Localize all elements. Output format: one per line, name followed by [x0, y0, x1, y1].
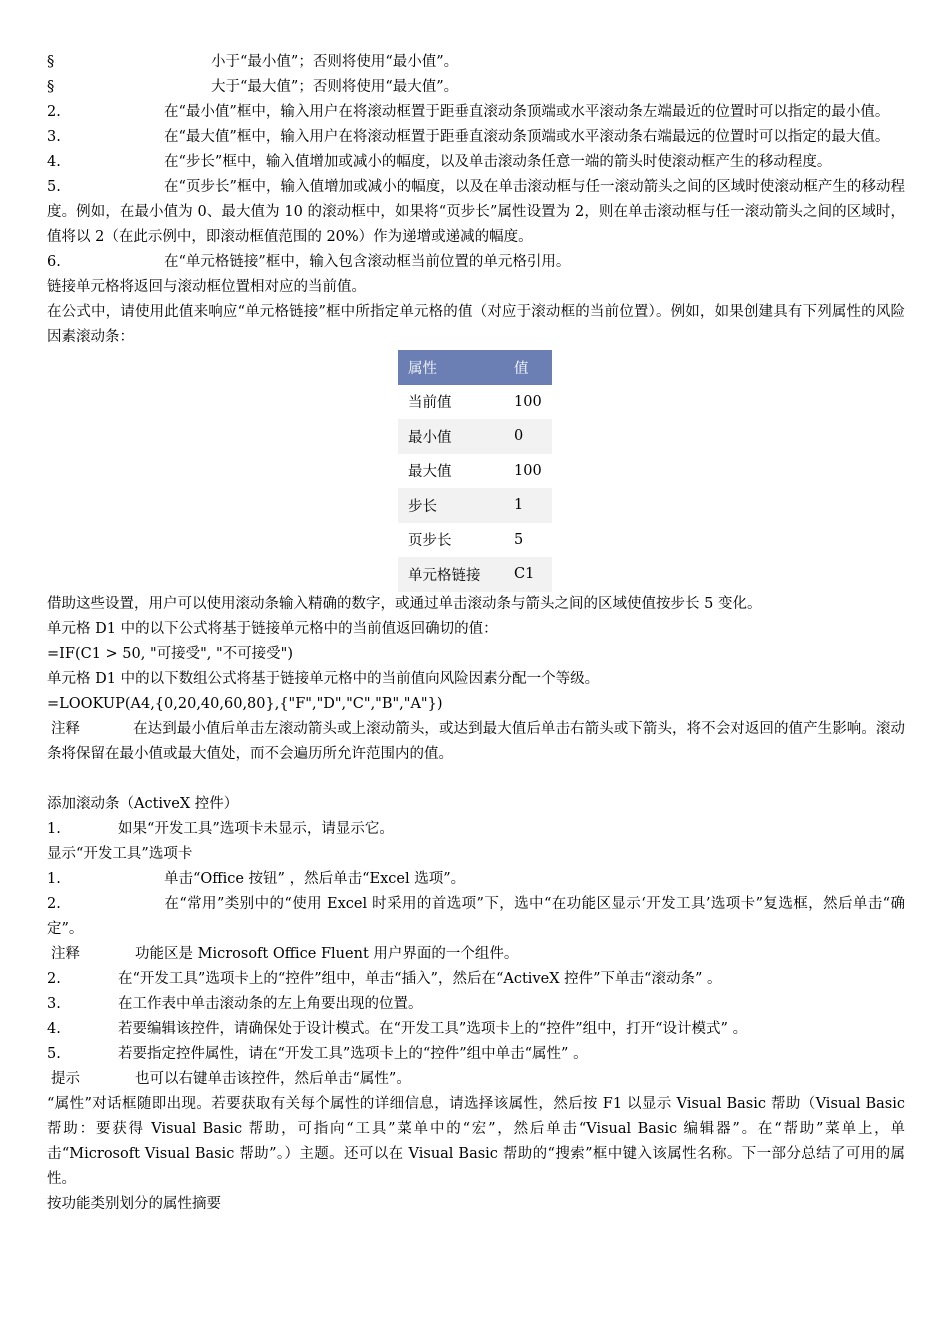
paragraph-settings: 借助这些设置，用户可以使用滚动条输入精确的数字，或通过单击滚动条与箭头之间的区域使值按步长 5 变化。 [47, 595, 762, 612]
table-cell: C1 [504, 557, 552, 592]
activex-step-1 [47, 817, 905, 842]
table-row [398, 523, 552, 558]
bullet-marker: § [47, 54, 55, 70]
table-cell: 最大值 [398, 454, 504, 489]
note-ribbon [47, 942, 905, 967]
step-text: 若要编辑该控件，请确保处于设计模式。在“开发工具”选项卡上的“控件”组中，打开“设计模式” 。 [118, 1020, 748, 1037]
step-number: 5. [47, 179, 61, 195]
paragraph-properties-summary: 按功能类别划分的属性摘要 [47, 1195, 221, 1212]
blank-line [47, 767, 905, 792]
step-text: 在“最小值”框中，输入用户在将滚动框置于距垂直滚动条顶端或水平滚动条左端最近的位置时可以指定的最小值。 [164, 104, 890, 120]
note-text: 功能区是 Microsoft Office Fluent 用户界面的一个组件。 [135, 945, 519, 962]
step-text: 在“单元格链接”框中，输入包含滚动框当前位置的单元格引用。 [164, 254, 571, 270]
bullet-item-max [47, 75, 905, 100]
table-header-cell: 值 [504, 350, 552, 385]
table-row [398, 557, 552, 592]
table-cell: 页步长 [398, 523, 504, 558]
section-heading-activex: 添加滚动条（ActiveX 控件） [47, 795, 239, 812]
step-4 [47, 150, 905, 175]
dev-tab-step-2 [47, 892, 905, 942]
bullet-marker: § [47, 79, 55, 95]
step-number: 4. [47, 154, 61, 170]
step-number: 3. [47, 995, 61, 1012]
note-text: 在达到最小值后单击左滚动箭头或上滚动箭头，或达到最大值后单击右箭头或下箭头，将不会对返回的值产生影响。滚动条将保留在最小值或最大值处，而不会遍历所允许范围内的值。 [47, 720, 905, 762]
table-cell: 1 [504, 488, 552, 523]
step-number: 2. [47, 895, 61, 912]
step-text: 单击“Office 按钮” ，然后单击“Excel 选项”。 [164, 870, 466, 887]
table-cell: 100 [504, 385, 552, 420]
step-text: 在“步长”框中，输入值增加或减小的幅度，以及单击滚动条任意一端的箭头时使滚动框产生的移动程度。 [164, 154, 832, 170]
step-number: 4. [47, 1020, 61, 1037]
table-row [398, 454, 552, 489]
step-3 [47, 125, 905, 150]
note-label: 注释 [51, 720, 80, 737]
formula-if: =IF(C1 > 50, "可接受", "不可接受") [47, 645, 294, 662]
paragraph-array-formula: 单元格 D1 中的以下数组公式将基于链接单元格中的当前值向风险因素分配一个等级。 [47, 670, 600, 687]
tip-text: 也可以右键单击该控件，然后单击“属性”。 [135, 1070, 411, 1087]
step-text: 在“开发工具”选项卡上的“控件”组中，单击“插入”，然后在“ActiveX 控件”下单击“滚动条” 。 [118, 970, 722, 987]
table-header-cell: 属性 [398, 350, 504, 385]
step-text: 在“常用”类别中的“使用 Excel 时采用的首选项”下，选中“在功能区显示‘开发工具’选项卡”复选框，然后单击“确定”。 [47, 895, 905, 937]
paragraph-linked-cell: 链接单元格将返回与滚动框位置相对应的当前值。 [47, 279, 366, 295]
table-cell: 单元格链接 [398, 557, 504, 592]
step-number: 2. [47, 104, 61, 120]
table-cell: 步长 [398, 488, 504, 523]
paragraph-properties-dialog: “属性”对话框随即出现。若要获取有关每个属性的详细信息，请选择该属性，然后按 F1 以显示 Visual Basic 帮助（Visual Basic 帮助：要获得 Visual Basic 帮助，可指向“工具”菜单中的“宏”，然后单击“Visual Basic 编辑器”。在“帮助”菜单上，单击“Microsoft Visual Basic 帮助”。）主题。还可以在 Visual Basic 帮助的“搜索”框中键入该属性名称。下一部分总结了可用的属性。 [47, 1095, 905, 1187]
note-scrollbar-limits [47, 717, 905, 767]
tip-right-click [47, 1067, 905, 1092]
table-cell: 5 [504, 523, 552, 558]
paragraph-formula-intro: 在公式中，请使用此值来响应“单元格链接”框中所指定单元格的值（对应于滚动框的当前位置）。例如，如果创建具有下列属性的风险因素滚动条： [47, 304, 905, 345]
step-2 [47, 100, 905, 125]
bullet-item-min [47, 50, 905, 75]
table-header-row [398, 350, 552, 385]
step-number: 3. [47, 129, 61, 145]
table-row [398, 488, 552, 523]
properties-table [398, 350, 552, 592]
step-text: 若要指定控件属性，请在“开发工具”选项卡上的“控件”组中单击“属性” 。 [118, 1045, 588, 1062]
activex-step-4 [47, 1017, 905, 1042]
document-page [47, 50, 905, 1217]
step-text: 在工作表中单击滚动条的左上角要出现的位置。 [118, 995, 423, 1012]
step-6 [47, 250, 905, 275]
subheading-developer-tab: 显示“开发工具”选项卡 [47, 845, 193, 862]
bullet-text: 大于“最大值”；否则将使用“最大值”。 [211, 79, 459, 95]
note-label: 注释 [51, 945, 80, 962]
table-cell: 当前值 [398, 385, 504, 420]
step-number: 5. [47, 1045, 61, 1062]
table-row [398, 385, 552, 420]
step-number: 1. [47, 870, 61, 887]
paragraph-formula-d1: 单元格 D1 中的以下公式将基于链接单元格中的当前值返回确切的值： [47, 620, 498, 637]
activex-step-3 [47, 992, 905, 1017]
step-text: 在“最大值”框中，输入用户在将滚动框置于距垂直滚动条顶端或水平滚动条右端最远的位置时可以指定的最大值。 [164, 129, 890, 145]
activex-step-5 [47, 1042, 905, 1067]
tip-label: 提示 [51, 1070, 80, 1087]
table-row [398, 419, 552, 454]
step-number: 1. [47, 820, 61, 837]
bullet-text: 小于“最小值”；否则将使用“最小值”。 [211, 54, 459, 70]
formula-lookup: =LOOKUP(A4,{0,20,40,60,80},{"F","D","C","B","A"}) [47, 695, 443, 712]
step-5 [47, 175, 905, 250]
step-text: 如果“开发工具”选项卡未显示，请显示它。 [118, 820, 394, 837]
dev-tab-step-1 [47, 867, 905, 892]
step-text: 在“页步长”框中，输入值增加或减小的幅度，以及在单击滚动框与任一滚动箭头之间的区域时使滚动框产生的移动程度。例如，在最小值为 0、最大值为 10 的滚动框中，如果将“页步长”属性设置为 2，则在单击滚动框与任一滚动箭头之间的区域时，值将以 2（在此示例中，即滚动框值范围的 20%）作为递增或递减的幅度。 [47, 179, 905, 245]
table-cell: 100 [504, 454, 552, 489]
table-cell: 0 [504, 419, 552, 454]
step-number: 6. [47, 254, 61, 270]
step-number: 2. [47, 970, 61, 987]
activex-step-2 [47, 967, 905, 992]
table-cell: 最小值 [398, 419, 504, 454]
